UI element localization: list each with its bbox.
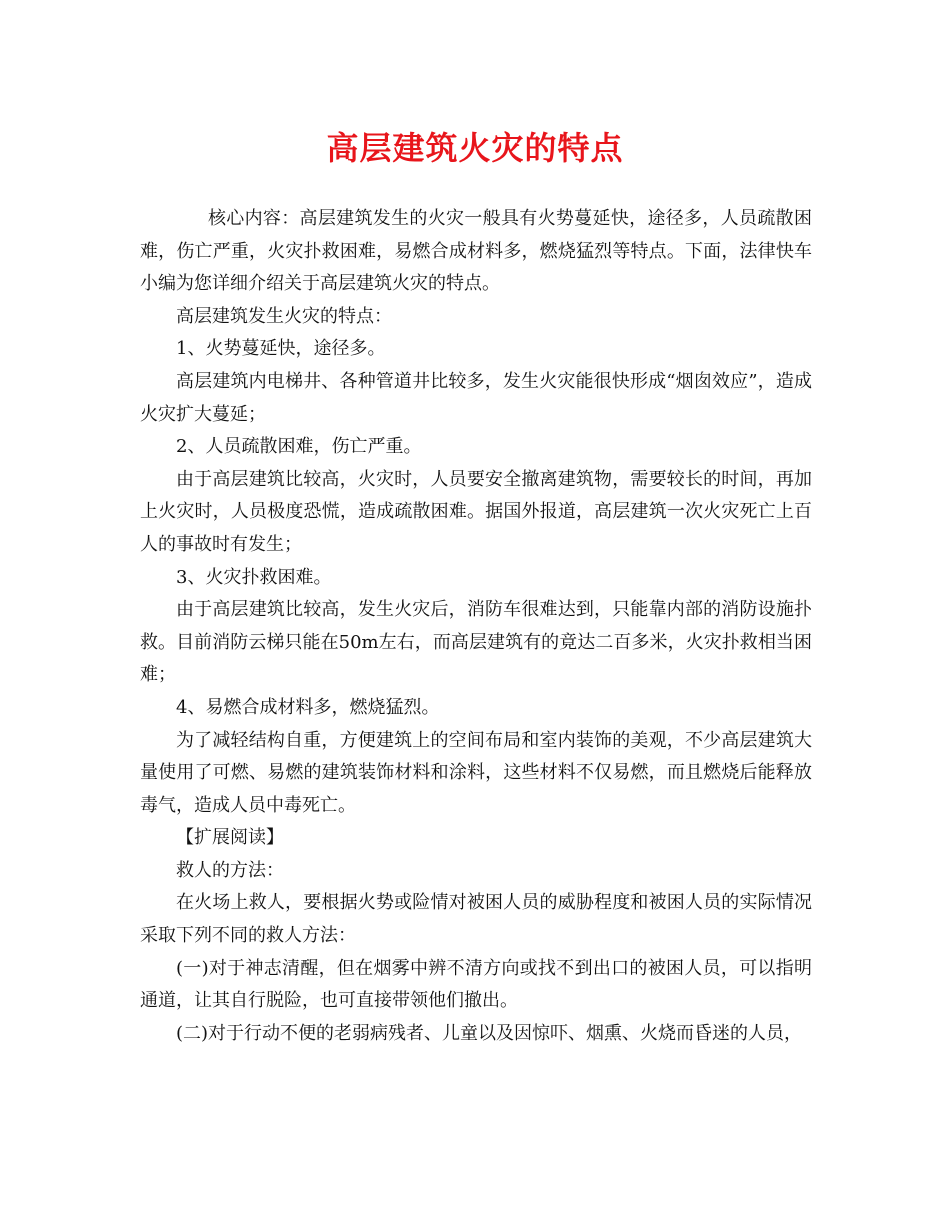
point-heading-3: 3、火灾扑救困难。: [176, 566, 332, 588]
point-heading-4: 4、易燃合成材料多，燃烧猛烈。: [176, 696, 440, 718]
rescue-method-2: (二)对于行动不便的老弱病残者、儿童以及因惊吓、烟熏、火烧而昏迷的人员，: [176, 1022, 803, 1044]
point-body-4: 为了减轻结构自重，方便建筑上的空间布局和室内装饰的美观，不少高层建筑大量使用了可燃、易燃的建筑装饰材料和涂料，这些材料不仅易燃，而且燃烧后能释放毒气，造成人员中毒死亡。: [140, 729, 812, 816]
document-body: [140, 203, 812, 1050]
rescue-method-1: (一)对于神志清醒，但在烟雾中辨不清方向或找不到出口的被困人员，可以指明通道，让其自行脱险，也可直接带领他们撤出。: [140, 957, 812, 1012]
page-title: 高层建筑火灾的特点: [326, 129, 624, 167]
point-heading-2: 2、人员疏散困难，伤亡严重。: [176, 436, 422, 458]
summary-paragraph: 核心内容：高层建筑发生的火灾一般具有火势蔓延快，途径多，人员疏散困难，伤亡严重，火灾扑救困难，易燃合成材料多，燃烧猛烈等特点。下面，法律快车小编为您详细介绍关于高层建筑火灾的特点。: [140, 208, 812, 295]
rescue-methods-heading: 救人的方法：: [176, 859, 284, 881]
extended-reading-heading: 【扩展阅读】: [176, 827, 284, 849]
point-body-2: 由于高层建筑比较高，火灾时，人员要安全撤离建筑物，需要较长的时间，再加上火灾时，人员极度恐慌，造成疏散困难。据国外报道，高层建筑一次火灾死亡上百人的事故时有发生；: [140, 468, 812, 555]
rescue-intro-paragraph: 在火场上救人，要根据火势或险情对被困人员的威胁程度和被困人员的实际情况采取下列不同的救人方法：: [140, 892, 812, 947]
point-heading-1: 1、火势蔓延快，途径多。: [176, 338, 386, 360]
section-heading: 高层建筑发生火灾的特点：: [176, 305, 392, 327]
point-body-1: 高层建筑内电梯井、各种管道井比较多，发生火灾能很快形成“烟囱效应”，造成火灾扩大蔓延；: [140, 370, 812, 425]
point-body-3: 由于高层建筑比较高，发生火灾后，消防车很难达到，只能靠内部的消防设施扑救。目前消防云梯只能在50m左右，而高层建筑有的竟达二百多米，火灾扑救相当困难；: [140, 599, 812, 686]
